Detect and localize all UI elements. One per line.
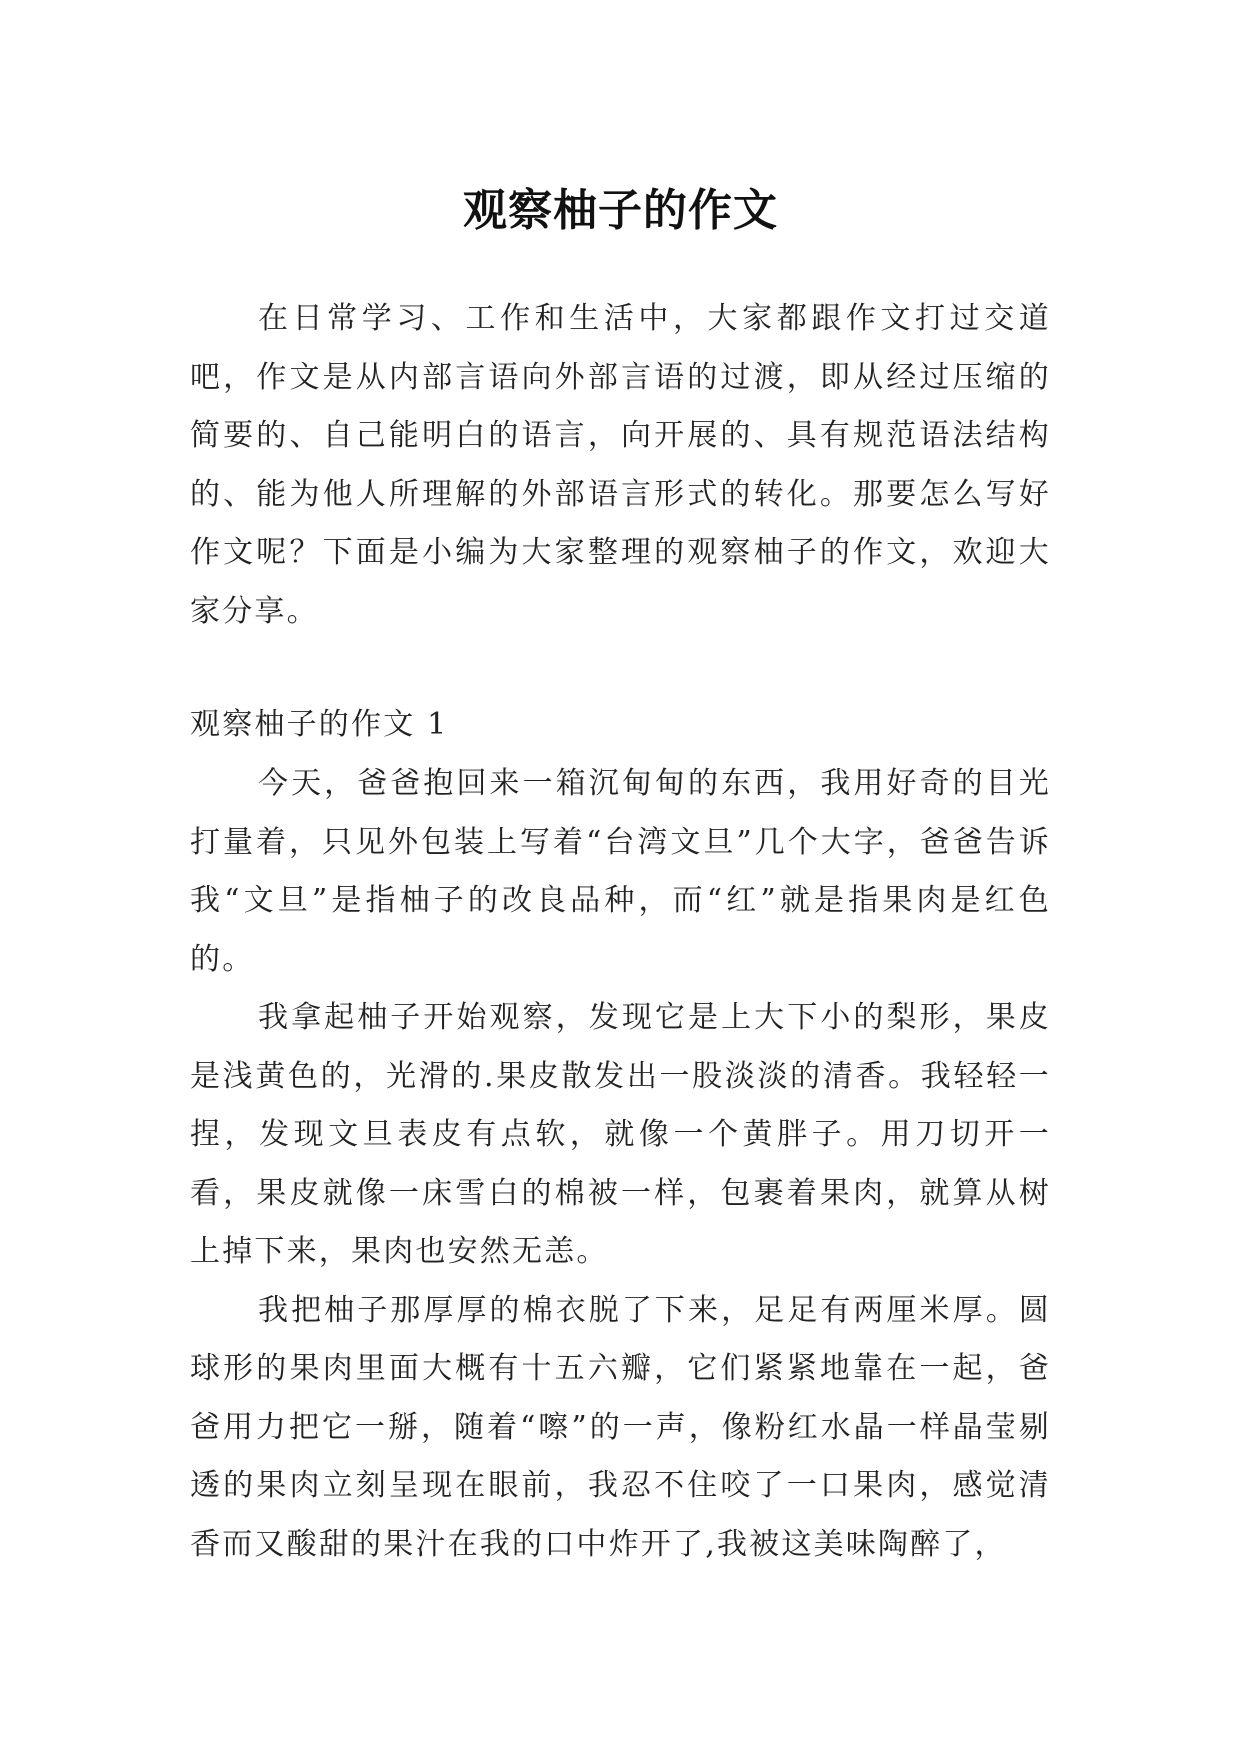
section-paragraph-3: 我把柚子那厚厚的棉衣脱了下来，足足有两厘米厚。圆球形的果肉里面大概有十五六瓣，它们紧紧地靠在一起，爸爸用力把它一掰，随着“嚓”的一声，像粉红水晶一样晶莹剔透的果肉立刻呈现在眼前，我忍不住咬了一口果肉，感觉清香而又酸甜的果汁在我的口中炸开了,我被这美味陶醉了， (190, 1292, 1051, 1562)
section-paragraph-2: 我拿起柚子开始观察，发现它是上大下小的梨形，果皮是浅黄色的，光滑的.果皮散发出一股淡淡的清香。我轻轻一捏，发现文旦表皮有点软，就像一个黄胖子。用刀切开一看，果皮就像一床雪白的棉被一样，包裹着果肉，就算从树上掉下来，果肉也安然无恙。 (190, 1000, 1051, 1269)
section-body (190, 755, 1051, 1574)
section-heading: 观察柚子的作文 1 (190, 707, 449, 742)
section-paragraph-1: 今天，爸爸抱回来一箱沉甸甸的东西，我用好奇的目光打量着，只见外包装上写着“台湾文旦”几个大字，爸爸告诉我“文旦”是指柚子的改良品种，而“红”就是指果肉是红色的。 (190, 766, 1051, 977)
intro-paragraph: 在日常学习、工作和生活中，大家都跟作文打过交道吧，作文是从内部言语向外部言语的过渡，即从经过压缩的简要的、自己能明白的语言，向开展的、具有规范语法结构的、能为他人所理解的外部语言形式的转化。那要怎么写好作文呢？下面是小编为大家整理的观察柚子的作文，欢迎大家分享。 (190, 301, 1051, 629)
document-title: 观察柚子的作文 (463, 185, 778, 237)
